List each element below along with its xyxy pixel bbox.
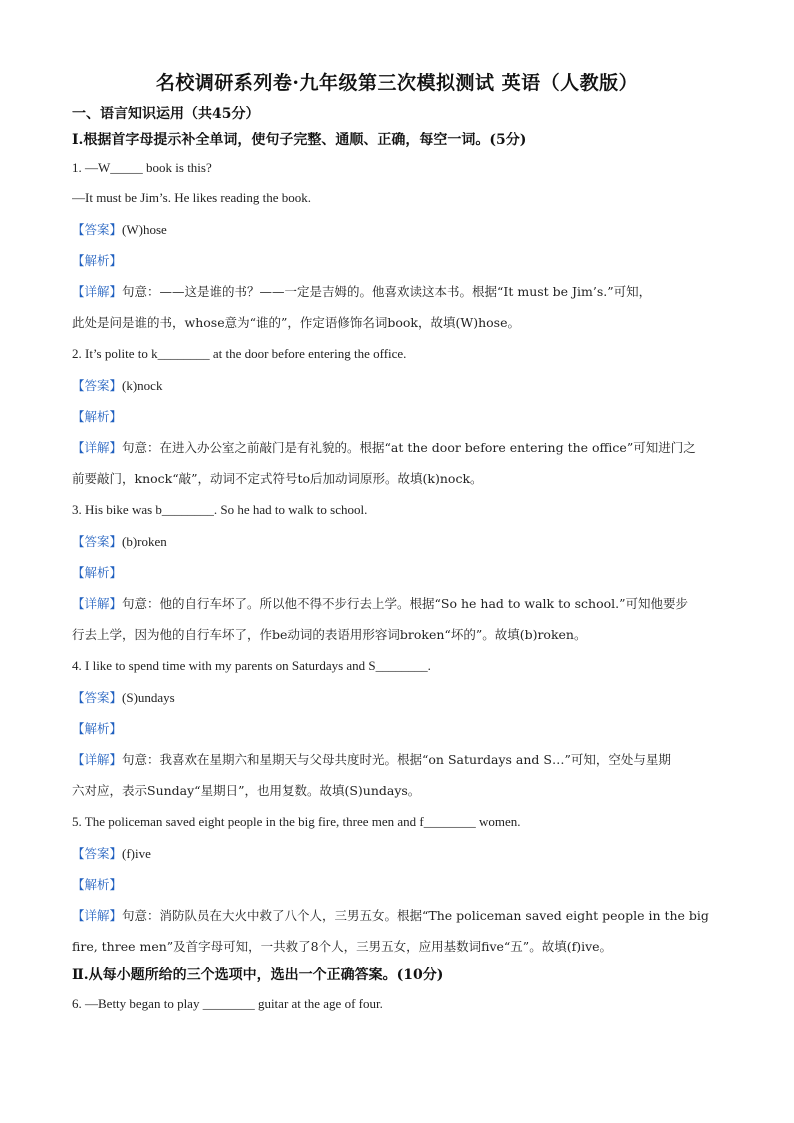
analysis-tag-4: 【解析】: [72, 721, 123, 736]
analysis-tag-3: 【解析】: [72, 565, 123, 580]
answer-tag: 【答案】: [72, 690, 123, 705]
section-heading: 一、语言知识运用（共45分）: [72, 106, 260, 122]
detail-3-line-1: [72, 596, 722, 612]
detail-3-text-1: 句意：他的自行车坏了。所以他不得不步行去上学。根据“So he had to walk to school.”可知他要步: [122, 596, 688, 611]
answer-2-value: (k)nock: [122, 378, 163, 393]
detail-5-text-1: 句意：消防队员在大火中救了八个人，三男五女。根据“The policeman saved eight people in the big: [122, 908, 709, 923]
detail-1-line-1: [72, 284, 722, 300]
page-title: 名校调研系列卷·九年级第三次模拟测试 英语（人教版）: [155, 72, 639, 94]
answer-1: [72, 222, 722, 238]
analysis-tag-1: 【解析】: [72, 253, 123, 268]
answer-3: [72, 534, 722, 550]
answer-4: [72, 690, 722, 706]
detail-tag: 【详解】: [72, 908, 123, 923]
answer-2: [72, 378, 722, 394]
question-4: 4. I like to spend time with my parents on Saturdays and S________.: [72, 658, 431, 673]
answer-5-value: (f)ive: [122, 846, 151, 861]
detail-4-text-1: 句意：我喜欢在星期六和星期天与父母共度时光。根据“on Saturdays and S…”可知，空处与星期: [122, 752, 671, 767]
question-5: 5. The policeman saved eight people in the big fire, three men and f________ women.: [72, 814, 521, 829]
answer-tag: 【答案】: [72, 222, 123, 237]
question-1: 1. —W_____ book is this?: [72, 160, 212, 175]
analysis-tag-5: 【解析】: [72, 877, 123, 892]
question-1-reply: —It must be Jim’s. He likes reading the book.: [72, 190, 312, 205]
detail-5-line-1: [72, 908, 722, 924]
detail-4-line-1: [72, 752, 722, 768]
question-6: 6. —Betty began to play ________ guitar at the age of four.: [72, 996, 383, 1011]
detail-2-line-2: 前要敲门，knock“敲”，动词不定式符号to后加动词原形。故填(k)nock。: [72, 471, 483, 486]
detail-4-line-2: 六对应，表示Sunday“星期日”，也用复数。故填(S)undays。: [72, 783, 421, 798]
answer-3-value: (b)roken: [122, 534, 167, 549]
detail-tag: 【详解】: [72, 284, 123, 299]
answer-1-value: (W)hose: [122, 222, 167, 237]
answer-tag: 【答案】: [72, 378, 123, 393]
detail-1-line-2: 此处是问是谁的书，whose意为“谁的”，作定语修饰名词book，故填(W)hose。: [72, 315, 520, 330]
part-heading-1: I.根据首字母提示补全单词，使句子完整、通顺、正确，每空一词。(5分): [72, 132, 527, 148]
answer-5: [72, 846, 722, 862]
detail-2-line-1: [72, 440, 722, 456]
answer-tag: 【答案】: [72, 846, 123, 861]
answer-4-value: (S)undays: [122, 690, 175, 705]
detail-tag: 【详解】: [72, 596, 123, 611]
detail-3-line-2: 行去上学，因为他的自行车坏了，作be动词的表语用形容词broken“坏的”。故填(b)roken。: [72, 627, 587, 642]
part-heading-2: Ⅱ.从每小题所给的三个选项中，选出一个正确答案。(10分): [72, 967, 444, 983]
question-2: 2. It’s polite to k________ at the door before entering the office.: [72, 346, 407, 361]
analysis-tag-2: 【解析】: [72, 409, 123, 424]
detail-tag: 【详解】: [72, 440, 123, 455]
detail-5-line-2: fire, three men”及首字母可知，一共救了8个人，三男五女，应用基数词five“五”。故填(f)ive。: [72, 939, 613, 954]
detail-1-text-1: 句意：——这是谁的书？——一定是吉姆的。他喜欢读这本书。根据“It must be Jim’s.”可知，: [122, 284, 652, 299]
detail-tag: 【详解】: [72, 752, 123, 767]
answer-tag: 【答案】: [72, 534, 123, 549]
question-3: 3. His bike was b________. So he had to walk to school.: [72, 502, 368, 517]
detail-2-text-1: 句意：在进入办公室之前敲门是有礼貌的。根据“at the door before entering the office”可知进门之: [122, 440, 696, 455]
